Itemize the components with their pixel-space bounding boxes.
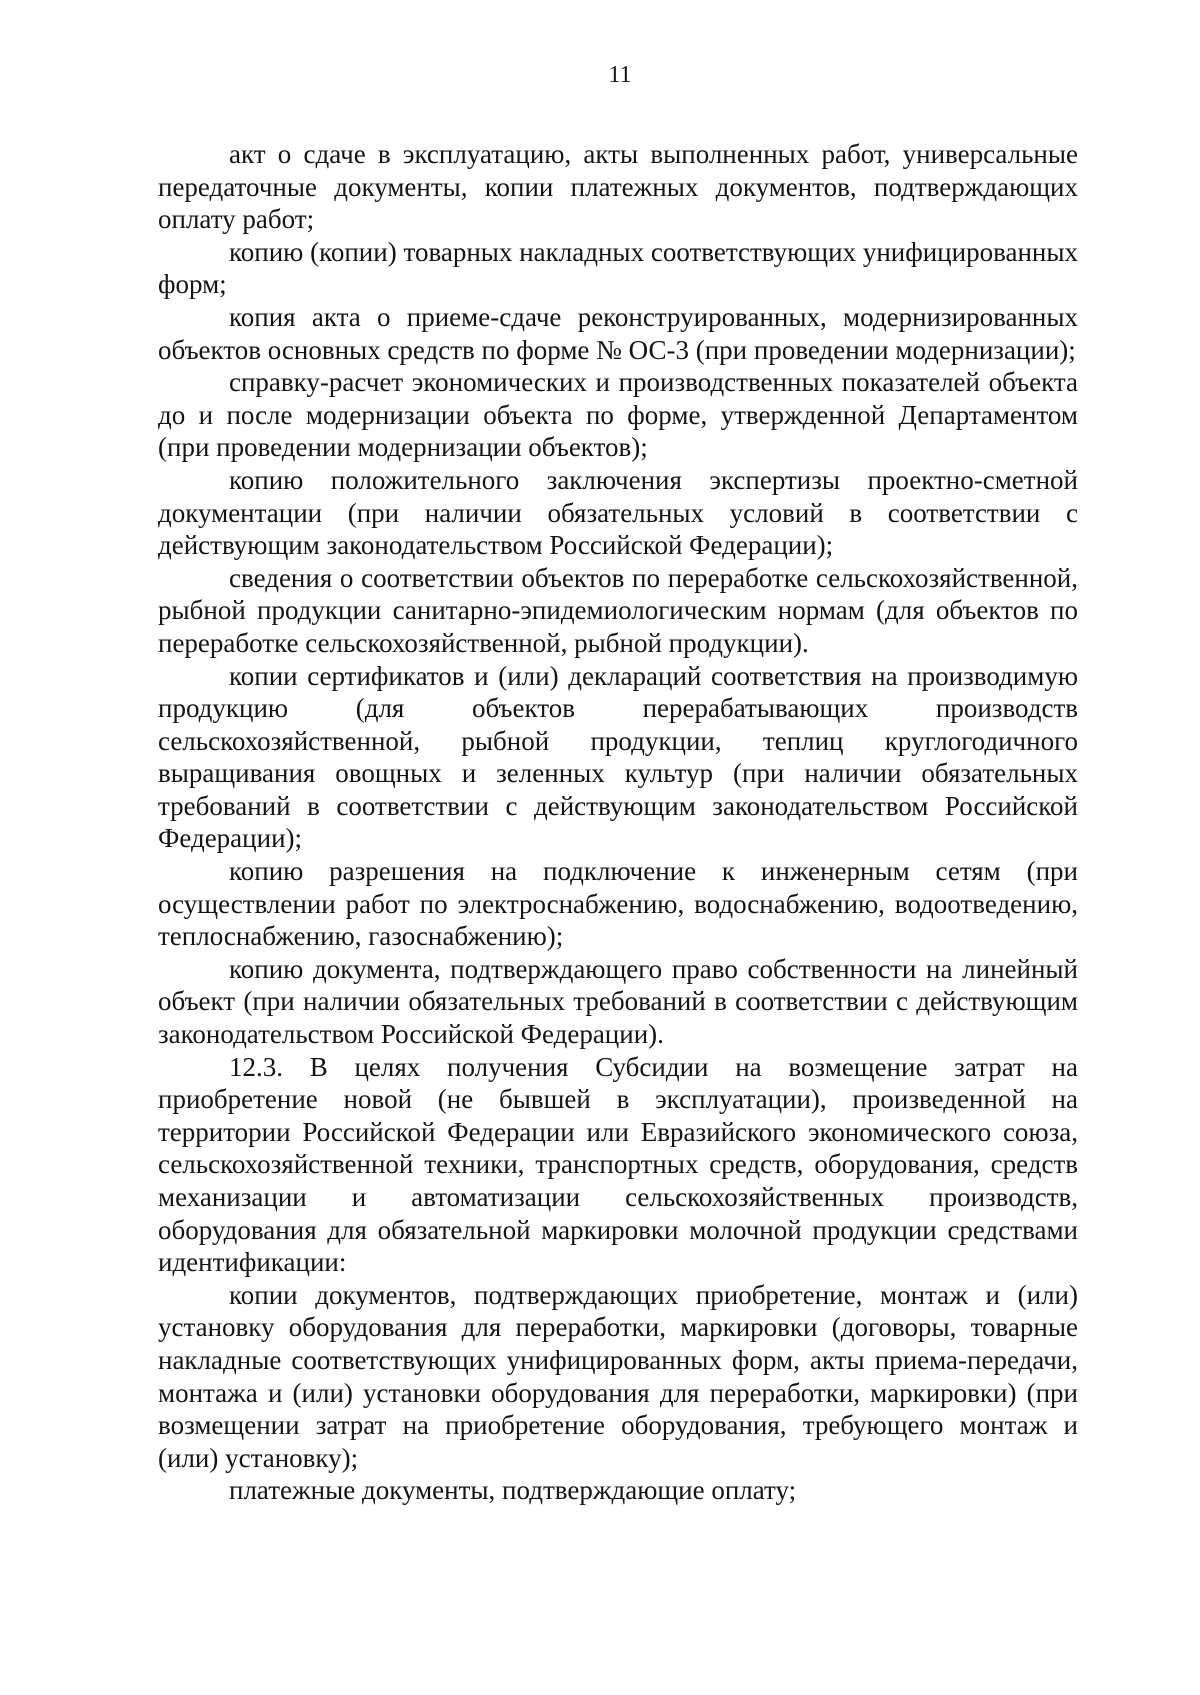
document-body: [158, 138, 1078, 1507]
paragraph-os3-act: копия акта о приеме-сдаче реконструированных, модернизированных объектов основных средств по форме № ОС-3 (при проведении модернизации);: [158, 301, 1078, 365]
paragraph-ownership: копию документа, подтверждающего право собственности на линейный объект (при наличии обязательных требований в соответствии с действующим законодательством Российской Федерации).: [158, 953, 1078, 1050]
paragraph-expertise: копию положительного заключения экспертизы проектно-сметной документации (при наличии обязательных условий в соответствии с действующим законодательством Российской Федерации);: [158, 464, 1078, 561]
paragraph-equipment-docs: копии документов, подтверждающих приобретение, монтаж и (или) установку оборудования для переработки, маркировки (договоры, товарные накладные соответствующих унифицированных форм, акты приема-передачи, монтажа и (или) установки оборудования для переработки, маркировки) (при возмещении затрат на приобретение оборудования, требующего монтаж и (или) установку);: [158, 1279, 1078, 1473]
paragraph-sanitary: сведения о соответствии объектов по переработке сельскохозяйственной, рыбной продукции санитарно-эпидемиологическим нормам (для объектов по переработке сельскохозяйственной, рыбной продукции).: [158, 562, 1078, 658]
paragraph-payment-docs: платежные документы, подтверждающие оплату;: [229, 1475, 797, 1506]
paragraph-clause-12-3: 12.3. В целях получения Субсидии на возмещение затрат на приобретение новой (не бывшей в эксплуатации), произведенной на территории Российской Федерации или Евразийского экономического союза, сельскохозяйственной техники, транспортных средств, оборудования, средств механизации и автоматизации сельскохозяйственных производств, оборудования для обязательной маркировки молочной продукции средствами идентификации:: [158, 1051, 1078, 1278]
paragraph-certificates: копии сертификатов и (или) деклараций соответствия на производимую продукцию (для объектов перерабатывающих производств сельскохозяйственной, рыбной продукции, теплиц круглогодичного выращивания овощных и зеленных культур (при наличии обязательных требований в соответствии с действующим законодательством Российской Федерации);: [158, 660, 1078, 854]
paragraph-calculation: справку-расчет экономических и производственных показателей объекта до и после модернизации объекта по форме, утвержденной Департаментом (при проведении модернизации объектов);: [158, 367, 1078, 463]
paragraph-connection-permit: копию разрешения на подключение к инженерным сетям (при осуществлении работ по электроснабжению, водоснабжению, водоотведению, теплоснабжению, газоснабжению);: [158, 856, 1078, 952]
page-number: 11: [608, 62, 632, 88]
paragraph-invoices: копию (копии) товарных накладных соответствующих унифицированных форм;: [158, 236, 1078, 300]
paragraph-acts: акт о сдаче в эксплуатацию, акты выполненных работ, универсальные передаточные документы, копии платежных документов, подтверждающих оплату работ;: [158, 139, 1078, 235]
